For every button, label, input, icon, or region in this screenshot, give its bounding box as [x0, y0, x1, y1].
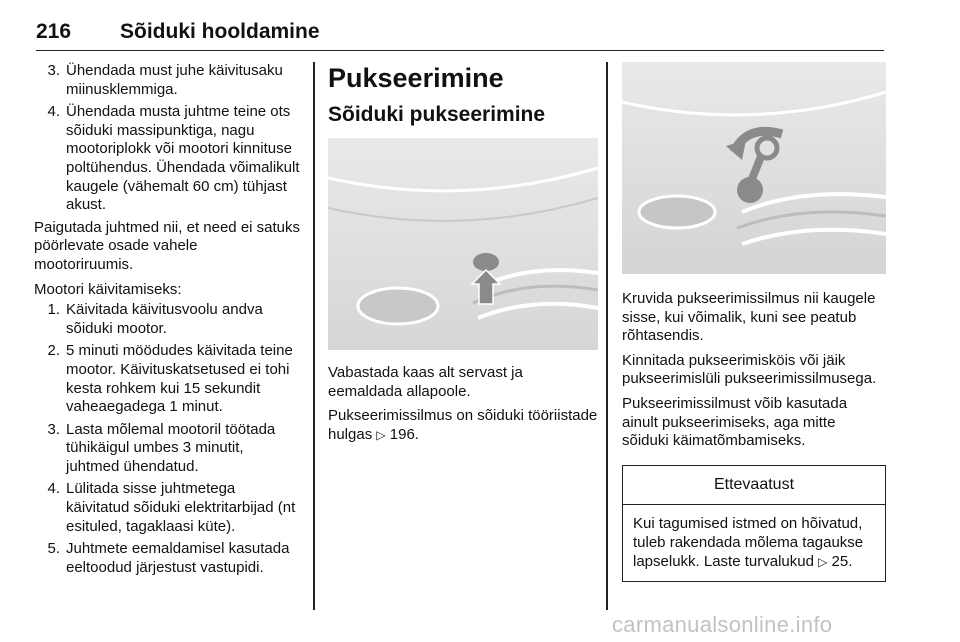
list-number: 2. [47, 342, 60, 360]
list-number: 1. [47, 301, 60, 319]
page-header [36, 20, 884, 51]
section-title: Sõiduki hooldamine [120, 20, 320, 43]
list-text: Lasta mõlemal mootoril töötada tühikäigul umbes 3 minutit, juhtmed ühendatud. [66, 420, 276, 475]
paragraph: Pukseerimissilmust võib kasutada ainult pukseerimiseks, aga mitte sõiduki käimatõmbamiseks. [622, 394, 848, 450]
caution-title: Ettevaatust [623, 466, 885, 506]
caution-body-text: Kui tagumised istmed on hõivatud, tuleb rakendada mõlema tagaukse lapselukk. Laste turvalukud [633, 515, 864, 570]
caution-box [622, 465, 886, 582]
paragraph [328, 407, 598, 444]
paragraph: Kruvida pukseerimissilmus nii kaugele sisse, kui võimalik, kuni see peatub rõhtasendis. [622, 290, 876, 345]
right-column [622, 62, 886, 582]
list-number: 3. [47, 420, 60, 438]
column-divider [606, 62, 608, 610]
list-text: 5 minuti möödudes käivitada teine mootor. Käivituskatsetused ei tohi kesta rohkem kui 15 sekundit vaheaegadega 1 minut. [66, 342, 293, 416]
towing-eye-illustration [622, 62, 886, 274]
reference-text: Pukseerimissilmus on sõiduki tööriistade hulgas [328, 407, 598, 443]
middle-column [328, 62, 598, 450]
paragraph: Paigutada juhtmed nii, et need ei satuks pöörlevate osade vahele mootoriruumis. [34, 218, 301, 273]
page-reference: 25. [831, 552, 853, 570]
section-heading: Sõiduki pukseerimine [328, 103, 546, 126]
page-reference-arrow-icon: ▷ [818, 554, 828, 569]
list-number: 4. [47, 480, 60, 498]
page-number: 216 [36, 20, 72, 43]
list-item [34, 301, 300, 338]
paragraph: Vabastada kaas alt servast ja eemaldada allapoole. [328, 364, 523, 400]
list-item [34, 62, 300, 99]
page-reference-arrow-icon: ▷ [376, 427, 386, 442]
list-number: 3. [47, 62, 60, 79]
list-item [34, 540, 300, 577]
list-number: 5. [47, 540, 60, 558]
list-text: Ühendada must juhe käivitusaku miinusklemmiga. [66, 62, 283, 98]
chapter-heading: Pukseerimine [328, 63, 504, 93]
list-text: Käivitada käivitusvoolu andva sõiduki mootor. [66, 301, 263, 337]
list-text: Lülitada sisse juhtmetega käivitatud sõiduki elektritarbijad (nt esituled, tagaklaasi küte). [66, 480, 296, 535]
list-text: Juhtmete eemaldamisel kasutada eeltoodud järjestust vastupidi. [66, 540, 290, 576]
towing-cover-illustration [328, 138, 598, 350]
left-column [34, 62, 300, 581]
list-item [34, 421, 300, 477]
page-reference: 196. [389, 425, 419, 443]
watermark: carmanualsonline.info [612, 612, 833, 637]
caution-text [623, 505, 885, 581]
paragraph: Kinnitada pukseerimisköis või jäik pukseerimislüli pukseerimissilmusega. [622, 351, 877, 388]
list-text: Ühendada musta juhtme teine ots sõiduki massipunktiga, nagu mootoriplokk või mootori kinnituse poltühendus. Ühendada võimalikult kaugele (vähemalt 60 cm) tühjast akust. [66, 103, 300, 214]
column-divider [313, 62, 315, 610]
list-item [34, 342, 300, 416]
list-item [34, 103, 300, 215]
list-number: 4. [47, 103, 60, 121]
list-item [34, 480, 300, 536]
paragraph: Mootori käivitamiseks: [34, 280, 182, 298]
